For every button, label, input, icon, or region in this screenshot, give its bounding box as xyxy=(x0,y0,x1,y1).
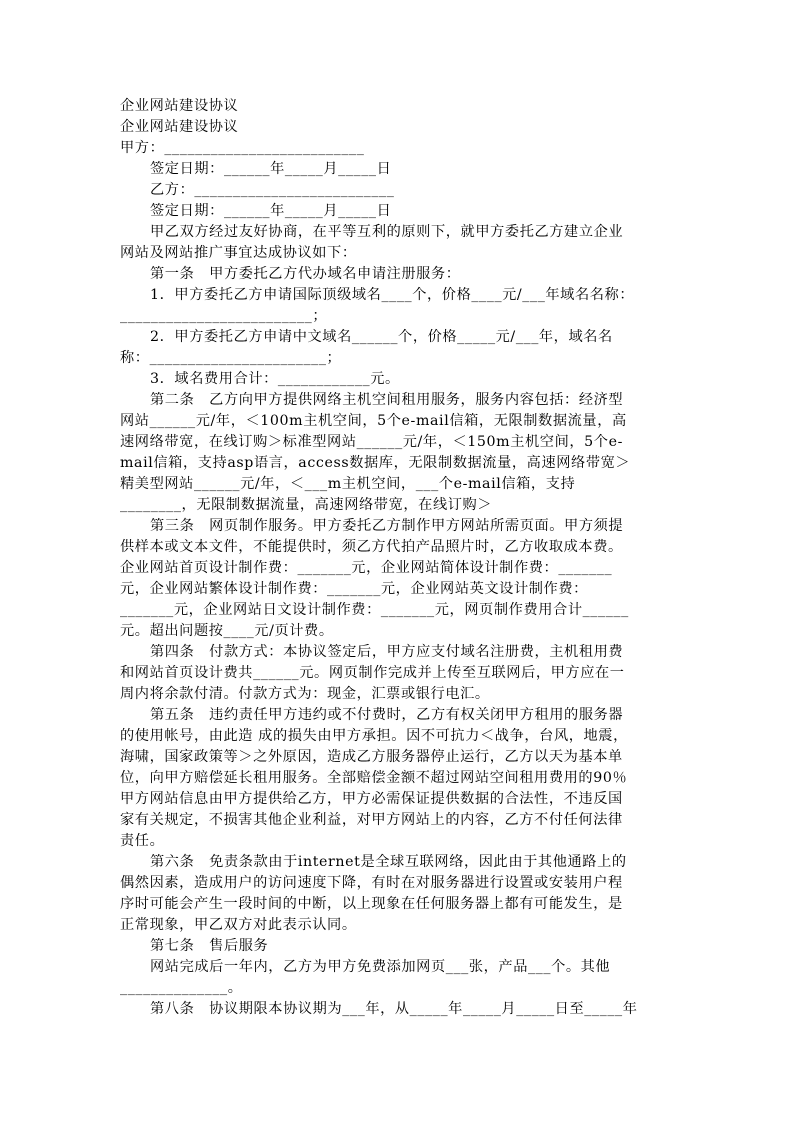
paragraph-line: 正常现象，甲乙双方对此表示认同。 xyxy=(120,917,357,933)
article-heading: 第一条 甲方委托乙方代办域名申请注册服务： xyxy=(150,266,461,282)
paragraph-line: ________，无限制数据流量，高速网络带宽，在线订购＞ xyxy=(120,497,493,513)
article-heading: 第三条 网页制作服务。甲方委托乙方制作甲方网站所需页面。甲方须提 xyxy=(150,518,624,534)
paragraph-line: 网站______元/年，＜100m主机空间，5个e-mail信箱，无限制数据流量，高 xyxy=(120,413,627,429)
paragraph-line: 的使用帐号，由此造 成的损失由甲方承担。因不可抗力＜战争，台风，地震， xyxy=(120,728,628,744)
paragraph-line: 2．甲方委托乙方申请中文域名______个，价格_____元/___年，域名名 xyxy=(150,329,613,345)
paragraph-line: 序时可能会产生一段时间的中断，以上现象在任何服务器上都有可能发生，是 xyxy=(120,896,623,912)
article-heading: 第七条 售后服务 xyxy=(150,938,269,954)
paragraph-line: 供样本或文本文件，不能提供时，须乙方代拍产品照片时，乙方收取成本费。 xyxy=(120,539,623,555)
paragraph-line: 偶然因素，造成用户的访问速度下降，有时在对服务器进行设置或安装用户程 xyxy=(120,875,623,891)
article-heading: 第二条 乙方向甲方提供网络主机空间租用服务，服务内容包括：经济型 xyxy=(150,392,624,408)
paragraph-line: _______元，企业网站日文设计制作费：_______元，网页制作费用合计______ xyxy=(120,602,629,618)
article-heading: 第八条 协议期限本协议期为___年，从_____年_____月_____日至_____年 xyxy=(150,1001,638,1017)
paragraph-line: 甲乙双方经过友好协商，在平等互利的原则下，就甲方委托乙方建立企业 xyxy=(150,224,624,240)
paragraph-line: 责任。 xyxy=(120,833,165,849)
party-b-line: 乙方：__________________________ xyxy=(150,182,395,198)
doc-title: 企业网站建设协议 xyxy=(120,98,239,114)
paragraph-line: 网站完成后一年内，乙方为甲方免费添加网页___张，产品___个。其他 xyxy=(150,959,611,975)
paragraph-line: _________________________； xyxy=(120,308,328,324)
paragraph-line: 甲方网站信息由甲方提供给乙方，甲方必需保证提供数据的合法性，不违反国 xyxy=(120,791,623,807)
paragraph-line: 1．甲方委托乙方申请国际顶级域名____个，价格____元/___年域名名称： xyxy=(150,287,635,303)
paragraph-line: 3．域名费用合计：____________元。 xyxy=(150,371,400,387)
paragraph-line: 企业网站首页设计制作费：_______元，企业网站简体设计制作费：_______ xyxy=(120,560,613,576)
paragraph-line: mail信箱，支持asp语言，access数据库，无限制数据流量，高速网络带宽＞ xyxy=(120,455,631,471)
paragraph-line: 和网站首页设计费共______元。网页制作完成并上传至互联网后，甲方应在一 xyxy=(120,665,625,681)
paragraph-line: 位，向甲方赔偿延长租用服务。全部赔偿金额不超过网站空间租用费用的90％ xyxy=(120,770,628,786)
article-heading: 第五条 违约责任甲方违约或不付费时，乙方有权关闭甲方租用的服务器 xyxy=(150,707,624,723)
paragraph-line: 元，企业网站繁体设计制作费：_______元，企业网站英文设计制作费： xyxy=(120,581,588,597)
paragraph-line: ______________。 xyxy=(120,980,243,996)
paragraph-line: 精美型网站______元/年，＜___m主机空间，___个e-mail信箱，支持 xyxy=(120,476,576,492)
article-heading: 第四条 付款方式：本协议签定后，甲方应支付域名注册费，主机租用费 xyxy=(150,644,624,660)
paragraph-line: 称：_______________________； xyxy=(120,350,342,366)
paragraph-line: 周内将余款付清。付款方式为：现金，汇票或银行电汇。 xyxy=(120,686,490,702)
paragraph-line: 网站及网站推广事宜达成协议如下： xyxy=(120,245,357,261)
sign-date-b: 签定日期：______年_____月_____日 xyxy=(150,203,392,219)
sign-date-a: 签定日期：______年_____月_____日 xyxy=(150,161,392,177)
paragraph-line: 速网络带宽，在线订购＞标准型网站______元/年，＜150m主机空间，5个e- xyxy=(120,434,623,450)
paragraph-line: 海啸，国家政策等＞之外原因，造成乙方服务器停止运行，乙方以天为基本单 xyxy=(120,749,623,765)
party-a-line: 甲方：__________________________ xyxy=(120,140,365,156)
article-heading: 第六条 免责条款由于internet是全球互联网络，因此由于其他通路上的 xyxy=(150,854,627,870)
paragraph-line: 元。超出问题按____元/页计费。 xyxy=(120,623,334,639)
paragraph-line: 家有关规定，不损害其他企业利益，对甲方网站上的内容，乙方不付任何法律 xyxy=(120,812,623,828)
doc-subtitle: 企业网站建设协议 xyxy=(120,119,239,135)
